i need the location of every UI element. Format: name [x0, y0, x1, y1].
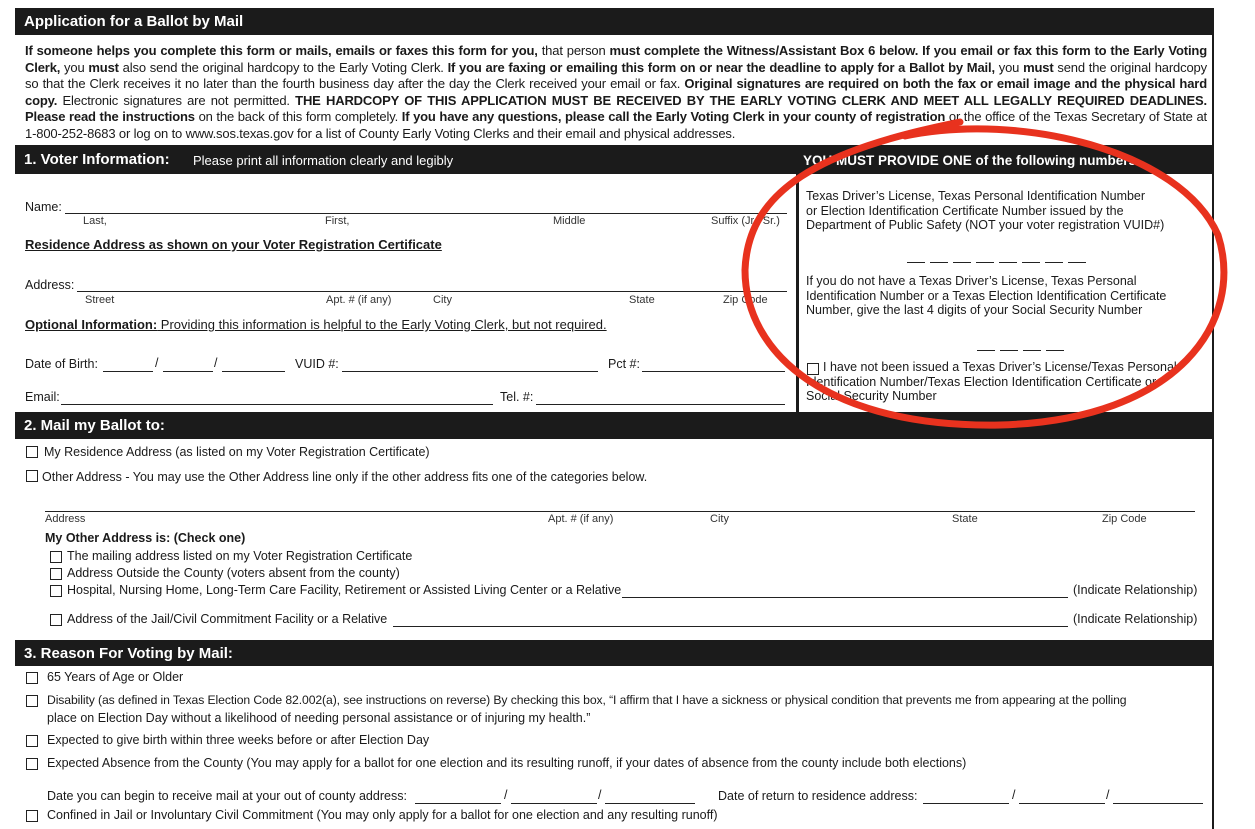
name-sub-suffix: Suffix (Jr., Sr.)	[711, 215, 780, 227]
return-day-input[interactable]	[1019, 803, 1105, 804]
other-sub-apt: Apt. # (if any)	[548, 513, 614, 525]
other-1-label: The mailing address listed on my Voter Registration Certificate	[67, 549, 413, 563]
residence-address-input[interactable]	[77, 291, 787, 292]
begin-day-input[interactable]	[511, 803, 597, 804]
vuid-label: VUID #:	[295, 357, 339, 371]
section2-header	[15, 412, 1214, 439]
residence-heading: Residence Address as shown on your Voter Registration Certificate	[25, 237, 442, 252]
other-address-input[interactable]	[45, 511, 1195, 512]
address-label: Address:	[25, 278, 75, 292]
other-sub-city: City	[710, 513, 729, 525]
reason-disability-label-cont: place on Election Day without a likelihood of needing personal assistance or of injuring my health.”	[47, 711, 591, 725]
ssn-text-line-1: If you do not have a Texas Driver’s License, Texas Personal	[806, 274, 1137, 288]
pct-input[interactable]	[642, 371, 785, 372]
name-sub-middle: Middle	[553, 215, 586, 227]
email-input[interactable]	[61, 404, 493, 405]
intro-text-17: or the office of the Texas Secretary of State at 1-800-252-8683 or log on to www.sos.texas.gov for a list of County Early Voting Clerks and their email and physical addresses.	[25, 109, 1207, 141]
intro-text-15: on the back of this form completely.	[194, 109, 402, 125]
optional-heading: Optional Information:	[25, 317, 158, 332]
other-address-checkbox[interactable]	[26, 470, 38, 482]
residence-address-checkbox[interactable]	[26, 446, 38, 458]
reason-jail-checkbox[interactable]	[26, 810, 38, 822]
dob-slash-2: /	[214, 356, 218, 370]
intro-bold-3: must complete the Witness/Assistant Box 6 below.	[609, 43, 919, 58]
intro-bold-6: must	[88, 59, 119, 75]
begin-slash-2: /	[598, 788, 602, 802]
no-id-text	[806, 360, 1177, 404]
reason-65-label: 65 Years of Age or Older	[47, 670, 184, 684]
begin-date-label: Date you can begin to receive mail at your out of county address:	[47, 789, 407, 803]
reason-absence-label: Expected Absence from the County (You may apply for a ballot for one election and its resulting runoff, if your dates of absence from the county include both elections)	[47, 756, 967, 770]
reason-absence-checkbox[interactable]	[26, 758, 38, 770]
section1-subtitle: Please print all information clearly and legibly	[193, 153, 454, 168]
intro-text-7: also send the original hardcopy to the Early Voting Clerk.	[118, 59, 448, 75]
dob-month-input[interactable]	[103, 371, 153, 372]
ballot-application-form	[15, 8, 1214, 829]
other-3-label: Hospital, Nursing Home, Long-Term Care Facility, Retirement or Assisted Living Center or a Relative	[67, 583, 622, 597]
intro-bold-14: THE HARDCOPY OF THIS APPLICATION MUST BE RECEIVED BY THE EARLY VOTING CLERK AND MEET ALL LEGALLY REQUIRED DEADLINES. Please read the instructions	[25, 92, 1208, 125]
address-sub-apt: Apt. # (if any)	[326, 294, 392, 306]
tel-input[interactable]	[536, 404, 785, 405]
other-4-label: Address of the Jail/Civil Commitment Facility or a Relative	[67, 612, 388, 626]
other-2-label: Address Outside the County (voters absent from the county)	[67, 566, 400, 580]
intro-bold-8: If you are faxing or emailing this form on or near the deadline to apply for a Ballot by Mail,	[447, 59, 995, 75]
intro-text-11: send the original hardcopy so that the Clerk receives it no later than the fourth business day after the day the Clerk received your email or fax.	[25, 59, 1207, 92]
section1-title: 1. Voter Information:	[24, 151, 170, 168]
reason-disability-checkbox[interactable]	[26, 695, 38, 707]
name-sub-last: Last,	[83, 215, 107, 227]
return-slash-2: /	[1106, 788, 1110, 802]
intro-bold-16: If you have any questions, please call the Early Voting Clerk in your county of registration	[401, 109, 946, 125]
email-label: Email:	[25, 390, 60, 404]
return-month-input[interactable]	[923, 803, 1009, 804]
name-input[interactable]	[65, 213, 787, 214]
other-sub-address: Address	[45, 513, 86, 525]
reason-birth-checkbox[interactable]	[26, 735, 38, 747]
reason-birth-label: Expected to give birth within three weeks before or after Election Day	[47, 733, 430, 747]
name-label: Name:	[25, 200, 62, 214]
vuid-input[interactable]	[342, 371, 598, 372]
form-title: Application for a Ballot by Mail	[24, 13, 244, 30]
section3-title: 3. Reason For Voting by Mail:	[24, 645, 233, 662]
relationship-4-input[interactable]	[393, 626, 1068, 627]
relationship-4-label: (Indicate Relationship)	[1073, 612, 1198, 626]
license-text-line-1: Texas Driver’s License, Texas Personal Identification Number	[806, 189, 1146, 203]
return-slash-1: /	[1012, 788, 1016, 802]
address-sub-street: Street	[85, 294, 115, 306]
reason-disability-label: Disability (as defined in Texas Election Code 82.002(a), see instructions on reverse) By checking this box, “I affirm that I have a sickness or physical condition that prevents me from appearing at the polling	[47, 693, 1127, 707]
return-year-input[interactable]	[1113, 803, 1203, 804]
ssn-text	[806, 274, 1166, 318]
relationship-3-label: (Indicate Relationship)	[1073, 583, 1198, 597]
license-text-line-2: or Election Identification Certificate Number issued by the	[806, 203, 1124, 218]
other-sub-zip: Zip Code	[1102, 513, 1147, 525]
intro-text-5: you	[60, 59, 89, 75]
residence-address-option: My Residence Address (as listed on my Voter Registration Certificate)	[44, 445, 430, 459]
instructions-paragraph	[25, 43, 1207, 143]
name-sub-first: First,	[325, 215, 350, 227]
pct-label: Pct #:	[608, 357, 640, 371]
section1-divider	[796, 174, 799, 412]
intro-text-9: you	[994, 59, 1024, 75]
no-id-text-line-1: I have not been issued a Texas Driver’s License/Texas Personal	[823, 360, 1177, 374]
section2-title: 2. Mail my Ballot to:	[24, 417, 165, 434]
dob-day-input[interactable]	[163, 371, 213, 372]
intro-bold-10: must	[1023, 59, 1054, 75]
address-sub-state: State	[629, 294, 655, 306]
reason-65-checkbox[interactable]	[26, 672, 38, 684]
other-4-checkbox[interactable]	[50, 614, 62, 626]
intro-text-2: that person	[537, 43, 610, 58]
license-text-line-3: Department of Public Safety (NOT your voter registration VUID#)	[806, 218, 1165, 232]
form-title-bar	[15, 8, 1214, 35]
section1-header	[15, 145, 1214, 174]
dob-slash-1: /	[155, 356, 159, 370]
intro-text-13: Electronic signatures are not permitted.	[57, 92, 296, 108]
other-3-checkbox[interactable]	[50, 585, 62, 597]
reason-jail-label: Confined in Jail or Involuntary Civil Commitment (You may only apply for a ballot for one election and any resulting runoff)	[47, 808, 718, 822]
begin-slash-1: /	[504, 788, 508, 802]
begin-month-input[interactable]	[415, 803, 501, 804]
begin-year-input[interactable]	[605, 803, 695, 804]
other-sub-state: State	[952, 513, 978, 525]
no-id-text-line-2: Identification Number/Texas Election Identification Certificate or	[806, 374, 1157, 389]
ssn-text-line-3: Number, give the last 4 digits of your Social Security Number	[806, 303, 1143, 317]
section3-header	[15, 640, 1214, 666]
other-1-checkbox[interactable]	[50, 551, 62, 563]
other-2-checkbox[interactable]	[50, 568, 62, 580]
intro-bold-4: If you email or fax this form to the Early Voting Clerk,	[25, 43, 1207, 75]
intro-bold-12: Original signatures are required on both the fax or email image and the physical hard copy.	[25, 76, 1208, 108]
other-address-option: Other Address - You may use the Other Address line only if the other address fits one of the categories below.	[42, 470, 648, 484]
id-box-title: YOU MUST PROVIDE ONE of the following numbers	[803, 153, 1137, 168]
no-id-text-line-3: Social Security Number	[806, 389, 937, 403]
tel-label: Tel. #:	[500, 390, 534, 404]
address-sub-city: City	[433, 294, 452, 306]
ssn-text-line-2: Identification Number or a Texas Election Identification Certificate	[806, 288, 1167, 303]
intro-bold-1: If someone helps you complete this form or mails, emails or faxes this form for you,	[25, 43, 538, 58]
return-date-label: Date of return to residence address:	[718, 789, 918, 803]
relationship-3-input[interactable]	[622, 597, 1068, 598]
optional-info	[25, 317, 607, 332]
address-sub-zip: Zip Code	[723, 294, 768, 306]
dob-label: Date of Birth:	[25, 357, 98, 371]
optional-text: Providing this information is helpful to the Early Voting Clerk, but not required.	[157, 317, 607, 332]
dob-year-input[interactable]	[222, 371, 285, 372]
other-address-heading: My Other Address is: (Check one)	[45, 531, 246, 545]
license-text	[806, 189, 1164, 233]
